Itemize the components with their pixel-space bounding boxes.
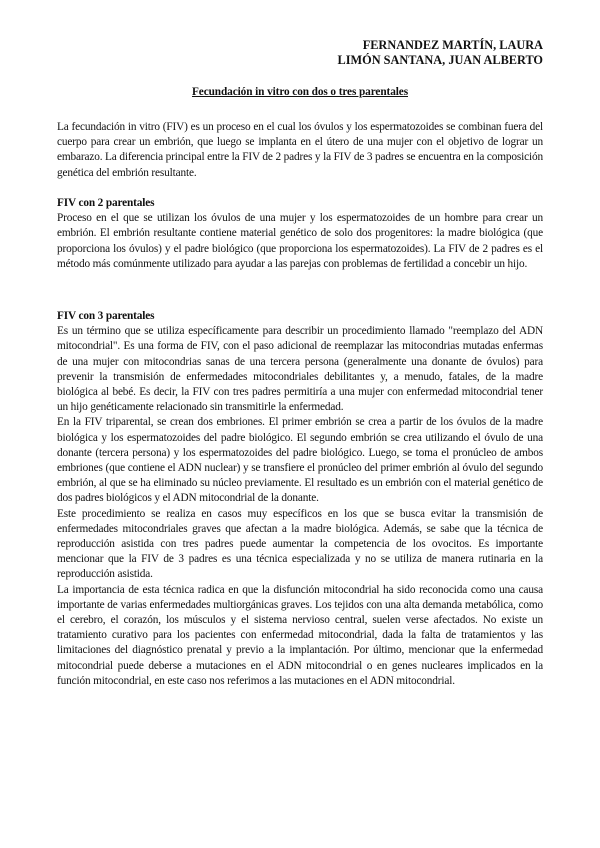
section-paragraph: La importancia de esta técnica radica en que la disfunción mitocondrial ha sido reconocida como una causa importante de varias enfermedades multiorgánicas graves. Los tejidos con una alta demanda metabólica, como el cerebro, el corazón, los músculos y el sistema nervioso central, suelen verse afectados. No existe un tratamiento curativo para los pacientes con enfermedad mitocondrial, dada la falta de tratamientos y las limitaciones del diagnóstico prenatal y previo a la implantación. Por último, mencionar que la enfermedad mitocondrial puede deberse a mutaciones en el ADN mitocondrial o en genes nucleares implicados en la función mitocondrial, en este caso nos referimos a las mutaciones en el ADN mitocondrial.	[57, 583, 543, 687]
section-heading: FIV con 3 parentales	[57, 310, 155, 322]
section-paragraph: En la FIV triparental, se crean dos embriones. El primer embrión se crea a partir de los óvulos de la madre biológica y los espermatozoides del padre biológico. El segundo embrión se crea utilizando el óvulo de una donante (tercera persona) y los espermatozoides del padre biológico. Luego, se toma el pronúcleo de ambos embriones (que contiene el ADN nuclear) y se transfiere el pronúcleo del primer embrión al óvulo del segundo embrión, al que se ha eliminado su núcleo previamente. El resultado es un embrión con el material genético de dos padres biológicos y el ADN mitocondrial de la donante.	[57, 416, 543, 505]
section-paragraph: Proceso en el que se utilizan los óvulos de una mujer y los espermatozoides de un hombre para crear un embrión. El embrión resultante contiene material genético de solo dos progenitores: la madre biológica (que proporciona los óvulos) y el padre biológico (que proporciona los espermatozoides). La FIV de 2 padres es el método más comúnmente utilizado para ayudar a las parejas con problemas de fertilidad a concebir un hijo.	[57, 212, 543, 270]
section-three-parents	[57, 309, 543, 689]
author-name: LIMÓN SANTANA, JUAN ALBERTO	[337, 53, 543, 67]
document-title: Fecundación in vitro con dos o tres parentales	[191, 86, 408, 98]
section-two-parents	[57, 196, 543, 272]
author-block	[338, 38, 543, 68]
intro-section	[57, 120, 543, 181]
section-heading: FIV con 2 parentales	[57, 197, 155, 209]
section-paragraph: Este procedimiento se realiza en casos muy específicos en los que se busca evitar la transmisión de enfermedades mitocondriales graves que afectan a la madre biológica. Además, se sabe que la técnica de reproducción asistida con tres padres puede aumentar la competencia de los ovocitos. Es importante mencionar que la FIV de 3 padres es una técnica especializada y no se utiliza de manera rutinaria en la reproducción asistida.	[57, 507, 543, 581]
section-paragraph: Es un término que se utiliza específicamente para describir un procedimiento llamado "reemplazo del ADN mitocondrial". Es una forma de FIV, con el paso adicional de reemplazar las mitocondrias mutadas enfermas de una mujer con mitocondrias sanas de una tercera persona (generalmente una donante de óvulos) para prevenir la transmisión de enfermedades mitocondriales debilitantes y, a menudo, fatales, de la madre biológica al bebé. Es decir, la FIV con tres padres permitiría a una mujer con enfermedad mitocondrial tener un hijo genéticamente relacionado sin transmitirle la enfermedad.	[57, 325, 543, 414]
author-name: FERNANDEZ MARTÍN, LAURA	[362, 38, 543, 52]
intro-paragraph: La fecundación in vitro (FIV) es un proceso en el cual los óvulos y los espermatozoides se combinan fuera del cuerpo para crear un embrión, que luego se implanta en el útero de una mujer con el objetivo de lograr un embarazo. La diferencia principal entre la FIV de 2 padres y la FIV de 3 padres se encuentra en la composición genética del embrión resultante.	[57, 121, 543, 179]
